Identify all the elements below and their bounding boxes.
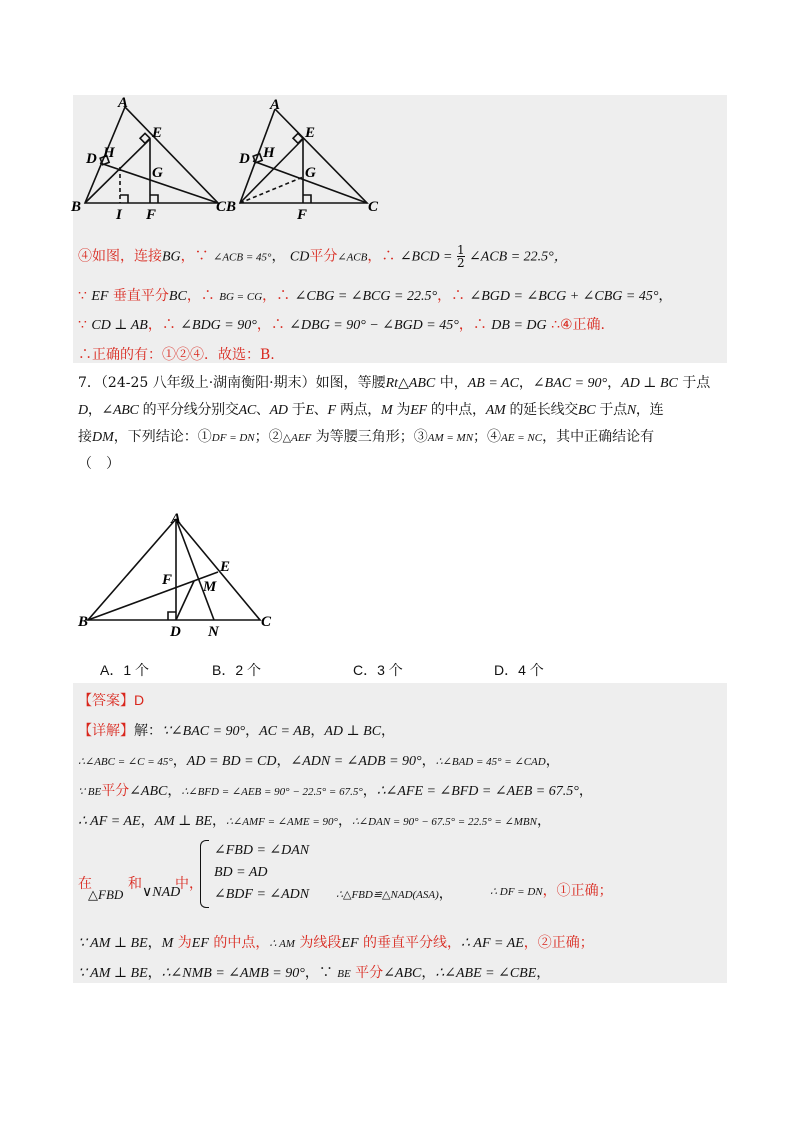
answer-line [78,690,144,710]
label-C: C [216,199,227,215]
figure-3 [75,505,285,640]
option-b[interactable]: B．2 个 [212,662,262,678]
congruence-conditions [200,840,309,906]
label-H: H [263,145,275,161]
detail-line-5-in: 在 [78,876,92,892]
label-D: D [239,151,250,167]
answer-tag: 【答案】 [78,692,134,708]
sol6-line-2: ∵ EF 垂直平分BC，∴ BG = CG，∴ ∠CBG = ∠BCG = 22.5°，∴ ∠BGD = ∠BCG + ∠CBG = 45°， [78,288,673,304]
label-G: G [152,165,163,181]
sol6-line-3: ∵ CD ⊥ AB，∴ ∠BDG = 90°，∴ ∠DBG = 90° − ∠BGD = 45°，∴ DB = DG ∴④正确. [78,317,605,333]
label-A: A [118,95,129,111]
label-E: E [220,559,231,575]
option-c[interactable]: C．3 个 [353,662,403,678]
detail-line-4: ∴ AF = AE，AM ⊥ BE，∴∠AMF = ∠AME = 90°，∴∠DAN = 90° − 67.5° = 22.5° = ∠MBN， [78,813,551,829]
sol6-conclusion: ∴正确的有：①②④．故选：B. [78,347,275,363]
label-H: H [103,145,115,161]
conclusion-1: ∴ DF = DN，①正确； [490,883,613,899]
condition-3: ∠BDF = ∠ADN [214,887,310,902]
answer-value: D [134,692,145,708]
q7-line-4: （ ） [78,456,120,472]
detail-line-6: ∵ AM ⊥ BE，M 为EF 的中点，∴ AM 为线段EF 的垂直平分线，∴ AF = AE，②正确； [78,935,594,951]
triangle-fbd: △FBD [88,887,124,902]
option-d[interactable]: D．4 个 [494,662,544,678]
condition-2: BD = AD [214,865,268,880]
figure-2 [225,95,395,220]
q7-line-3: 接DM，下列结论：①DF = DN；②△AEF 为等腰三角形；③AM = MN；④AE = NC，其中正确结论有 [78,429,655,445]
label-A: A [171,511,182,527]
q7-line-2: D，∠ABC 的平分线分别交AC、AD 于E、F 两点，M 为EF 的中点，AM 的延长线交BC 于点N，连 [78,402,664,418]
label-C: C [261,614,272,630]
label-N: N [208,624,219,640]
label-B: B [226,199,237,215]
triangle-nad: ∨NAD [142,885,181,900]
label-F: F [297,207,308,220]
label-D: D [86,151,97,167]
q7-line-1: 7．（24-25 八年级上·湖南衡阳·期末）如图，等腰Rt△ABC 中，AB = AC，∠BAC = 90°，AD ⊥ BC 于点 [78,375,711,391]
label-G: G [305,165,316,181]
detail-line-7: ∵ AM ⊥ BE，∴∠NMB = ∠AMB = 90°，∵ BE 平分∠ABC，∴∠ABE = ∠CBE， [78,965,551,981]
label-F: F [146,207,157,220]
detail-line-3: ∵ BE平分∠ABC，∴∠BFD = ∠AEB = 90° − 22.5° = 67.5°，∴∠AFE = ∠BFD = ∠AEB = 67.5°， [78,783,593,799]
figure-1 [70,95,240,220]
detail-line-2: ∴∠ABC = ∠C = 45°，AD = BD = CD，∠ADN = ∠ADB = 90°，∴∠BAD = 45° = ∠CAD， [78,753,560,769]
detail-line-1: 【详解】解：∵∠BAC = 90°，AC = AB，AD ⊥ BC， [78,723,396,739]
label-C: C [368,199,379,215]
label-I: I [116,207,122,220]
option-a[interactable]: A．1 个 [100,662,150,678]
detail-tag: 【详解】 [78,723,134,739]
condition-1: ∠FBD = ∠DAN [214,843,310,858]
label-A: A [270,97,281,113]
congruence-result: ∴△FBD≌△NAD(ASA)， [336,886,453,902]
label-M: M [203,579,217,595]
label-F: F [162,572,173,588]
label-B: B [78,614,89,630]
detail-line-5-and: 和 [128,876,142,892]
label-E: E [305,125,316,141]
detail-line-5-zhong: 中， [175,876,203,892]
label-B: B [71,199,82,215]
label-E: E [152,125,163,141]
sol6-line-1: ④如图，连接BG，∵ ∠ACB = 45°， CD平分∠ACB，∴ ∠BCD = $\frac{1}{2}$ ∠ACB = 22.5°， [78,243,568,270]
question-7 [78,370,728,477]
fraction-one-half: $\frac{1}{2}$ [456,243,465,270]
label-D: D [170,624,181,640]
